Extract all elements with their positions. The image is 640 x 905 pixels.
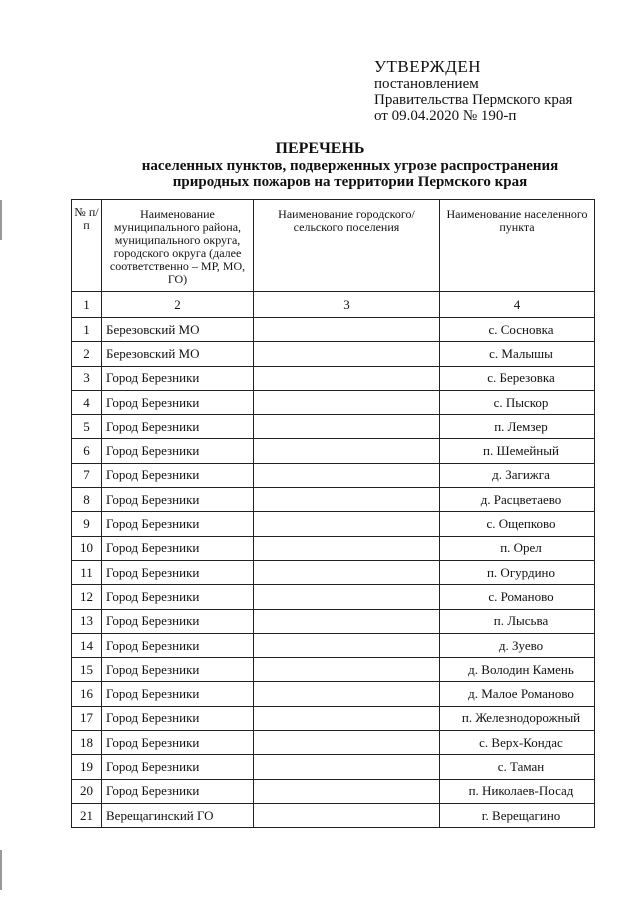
row-locality: с. Пыскор: [440, 390, 595, 414]
column-number: 2: [102, 292, 254, 318]
row-settlement: [254, 585, 440, 609]
row-municipality: Город Березники: [102, 439, 254, 463]
row-settlement: [254, 731, 440, 755]
row-locality: с. Малышы: [440, 342, 595, 366]
row-locality: д. Володин Камень: [440, 658, 595, 682]
header-num: № п/п: [72, 200, 102, 292]
scan-edge-mark: [0, 200, 2, 240]
approval-line: Правительства Пермского края: [374, 92, 573, 108]
row-locality: с. Березовка: [440, 366, 595, 390]
table-row: [72, 488, 595, 512]
row-number: 15: [72, 658, 102, 682]
table-row: [72, 390, 595, 414]
row-municipality: Город Березники: [102, 658, 254, 682]
approval-line: от 09.04.2020 № 190-п: [374, 108, 517, 124]
table-row: [72, 633, 595, 657]
row-locality: п. Шемейный: [440, 439, 595, 463]
row-number: 12: [72, 585, 102, 609]
row-municipality: Город Березники: [102, 585, 254, 609]
table-row: [72, 682, 595, 706]
row-number: 10: [72, 536, 102, 560]
table-row: [72, 731, 595, 755]
row-municipality: Город Березники: [102, 633, 254, 657]
row-settlement: [254, 536, 440, 560]
row-municipality: Город Березники: [102, 536, 254, 560]
row-number: 1: [72, 318, 102, 342]
row-settlement: [254, 560, 440, 584]
row-number: 2: [72, 342, 102, 366]
row-settlement: [254, 633, 440, 657]
row-municipality: Город Березники: [102, 390, 254, 414]
row-locality: с. Верх-Кондас: [440, 731, 595, 755]
table-row: [72, 560, 595, 584]
table-row: [72, 415, 595, 439]
column-numbers-row: [72, 292, 595, 318]
row-municipality: Город Березники: [102, 560, 254, 584]
column-number: 3: [254, 292, 440, 318]
table-row: [72, 755, 595, 779]
table-row: [72, 536, 595, 560]
header-settlement: Наименование городского/сельского поселения: [254, 200, 440, 292]
row-settlement: [254, 779, 440, 803]
row-locality: д. Зуево: [440, 633, 595, 657]
row-locality: п. Орел: [440, 536, 595, 560]
row-settlement: [254, 318, 440, 342]
approval-stamp: [374, 58, 572, 124]
column-number: 1: [72, 292, 102, 318]
row-settlement: [254, 488, 440, 512]
row-municipality: Город Березники: [102, 731, 254, 755]
row-settlement: [254, 755, 440, 779]
row-locality: д. Загижга: [440, 463, 595, 487]
row-number: 21: [72, 803, 102, 827]
row-municipality: Березовский МО: [102, 318, 254, 342]
row-number: 18: [72, 731, 102, 755]
row-locality: с. Романово: [440, 585, 595, 609]
row-number: 8: [72, 488, 102, 512]
row-number: 19: [72, 755, 102, 779]
table-row: [72, 512, 595, 536]
table-row: [72, 609, 595, 633]
table-body: [72, 318, 595, 828]
row-number: 14: [72, 633, 102, 657]
row-settlement: [254, 415, 440, 439]
row-settlement: [254, 512, 440, 536]
row-municipality: Город Березники: [102, 488, 254, 512]
row-number: 11: [72, 560, 102, 584]
row-municipality: Город Березники: [102, 512, 254, 536]
title-main: ПЕРЕЧЕНЬ: [275, 140, 365, 157]
row-number: 20: [72, 779, 102, 803]
row-municipality: Город Березники: [102, 415, 254, 439]
row-locality: д. Расцветаево: [440, 488, 595, 512]
row-settlement: [254, 658, 440, 682]
table-header-row: [72, 200, 595, 292]
row-municipality: Город Березники: [102, 609, 254, 633]
row-settlement: [254, 463, 440, 487]
row-municipality: Город Березники: [102, 706, 254, 730]
table-row: [72, 342, 595, 366]
row-settlement: [254, 682, 440, 706]
row-locality: д. Малое Романово: [440, 682, 595, 706]
table-row: [72, 706, 595, 730]
scan-edge-mark: [0, 850, 2, 890]
row-number: 13: [72, 609, 102, 633]
row-settlement: [254, 390, 440, 414]
table-row: [72, 658, 595, 682]
row-locality: с. Таман: [440, 755, 595, 779]
row-municipality: Верещагинский ГО: [102, 803, 254, 827]
header-municipality: Наименование муниципального района, муниципального округа, городского округа (далее соответственно – МР, МО, ГО): [102, 200, 254, 292]
row-number: 17: [72, 706, 102, 730]
column-number: 4: [440, 292, 595, 318]
row-municipality: Город Березники: [102, 779, 254, 803]
approval-line: постановлением: [374, 76, 479, 92]
row-municipality: Город Березники: [102, 682, 254, 706]
row-settlement: [254, 706, 440, 730]
table-row: [72, 585, 595, 609]
title-subtitle: населенных пунктов, подверженных угрозе распространения: [141, 158, 559, 174]
approval-heading: УТВЕРЖДЕН: [374, 57, 481, 76]
row-number: 6: [72, 439, 102, 463]
table-row: [72, 439, 595, 463]
table-row: [72, 463, 595, 487]
header-locality: Наименование населенного пункта: [440, 200, 595, 292]
row-settlement: [254, 439, 440, 463]
row-number: 5: [72, 415, 102, 439]
table-row: [72, 366, 595, 390]
row-settlement: [254, 366, 440, 390]
row-municipality: Город Березники: [102, 366, 254, 390]
row-number: 7: [72, 463, 102, 487]
row-locality: п. Лемзер: [440, 415, 595, 439]
row-number: 9: [72, 512, 102, 536]
row-municipality: Город Березники: [102, 463, 254, 487]
localities-table: [71, 199, 595, 828]
row-locality: п. Огурдино: [440, 560, 595, 584]
row-number: 3: [72, 366, 102, 390]
row-settlement: [254, 609, 440, 633]
document-title: [0, 140, 640, 190]
row-locality: с. Сосновка: [440, 318, 595, 342]
row-settlement: [254, 803, 440, 827]
row-locality: п. Железнодорожный: [440, 706, 595, 730]
row-municipality: Березовский МО: [102, 342, 254, 366]
row-municipality: Город Березники: [102, 755, 254, 779]
row-number: 16: [72, 682, 102, 706]
row-locality: г. Верещагино: [440, 803, 595, 827]
table-row: [72, 803, 595, 827]
row-number: 4: [72, 390, 102, 414]
row-locality: с. Ощепково: [440, 512, 595, 536]
table-row: [72, 318, 595, 342]
title-subtitle: природных пожаров на территории Пермского края: [172, 174, 528, 190]
row-locality: п. Николаев-Посад: [440, 779, 595, 803]
table-row: [72, 779, 595, 803]
row-settlement: [254, 342, 440, 366]
row-locality: п. Лысьва: [440, 609, 595, 633]
